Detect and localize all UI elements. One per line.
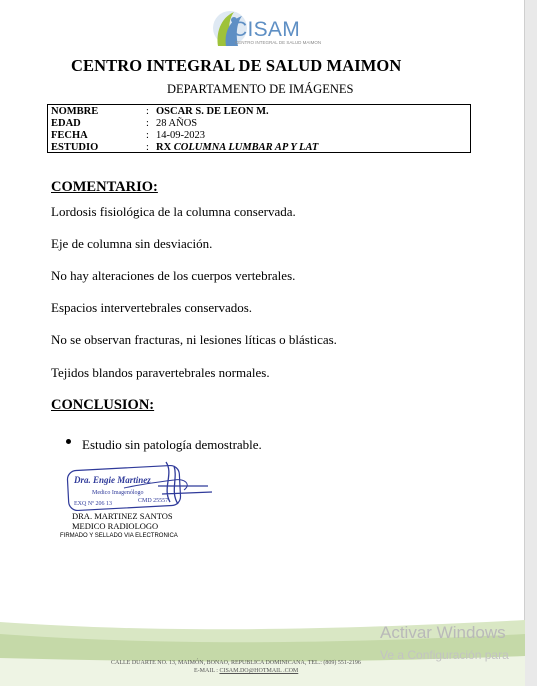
comentario-line: No hay alteraciones de los cuerpos vertebrales. [51,268,296,283]
comentario-line: No se observan fracturas, ni lesiones líticas o blásticas. [51,332,337,347]
comentario-line: Lordosis fisiológica de la columna conservada. [51,204,296,219]
comentario-line: Eje de columna sin desviación. [51,236,213,251]
info-label: ESTUDIO [51,142,99,153]
study-date: 14-09-2023 [156,130,205,141]
info-separator: : [146,106,149,117]
footer-email [194,668,298,674]
patient-age: 28 AÑOS [156,118,198,129]
activation-watermark-subtitle: Ve a Configuración para [380,648,509,662]
document-title: CENTRO INTEGRAL DE SALUD MAIMON [71,56,402,75]
info-separator: : [146,118,149,129]
electronic-signature-note: FIRMADO Y SELLADO VIA ELECTRONICA [60,533,178,539]
study-type [156,142,318,154]
comentario-heading: COMENTARIO: [51,179,158,195]
page-edge-gutter [525,0,537,686]
study-prefix: RX [156,142,172,153]
footer-address: CALLE DUARTE NO. 13, MAIMÓN, BONAO, REPUBLICA DOMINICANA, TEL.: (809) 551-2196 [111,660,361,666]
comentario-line: Tejidos blandos paravertebrales normales. [51,365,270,380]
patient-name: OSCAR S. DE LEON M. [156,106,269,117]
department-name: DEPARTAMENTO DE IMÁGENES [167,82,354,96]
info-label: EDAD [51,118,81,129]
patient-info-box [47,104,471,153]
stamp-role: Medico Imagenólogo [92,490,144,496]
doctor-stamp-signature [66,458,216,514]
stamp-cmd: CMD 25557 [138,498,169,504]
conclusion-item: Estudio sin patología demostrable. [82,437,262,452]
logo-text: CISAM [232,18,301,41]
doctor-name: DRA. MARTINEZ SANTOS [72,511,173,521]
info-separator: : [146,142,149,153]
activation-watermark-title: Activar Windows [380,623,506,642]
email-address: CISAM.DO@HOTMAIL .COM [219,668,299,674]
study-name: COLUMNA LUMBAR AP Y LAT [173,142,319,153]
conclusion-heading: CONCLUSION: [51,397,155,413]
stamp-exq: EXQ Nº 206 13 [74,501,113,507]
bullet-icon [66,439,71,444]
logo-subtext: CENTRO INTEGRAL DE SALUD MAIMON [235,40,322,45]
info-separator: : [146,130,149,141]
doctor-title: MEDICO RADIOLOGO [72,521,159,531]
info-label: NOMBRE [51,106,99,117]
info-label: FECHA [51,130,88,141]
comentario-line: Espacios intervertebrales conservados. [51,300,253,315]
email-label: E-MAIL : [194,668,218,674]
stamp-name: Dra. Engie Martinez [74,475,151,485]
